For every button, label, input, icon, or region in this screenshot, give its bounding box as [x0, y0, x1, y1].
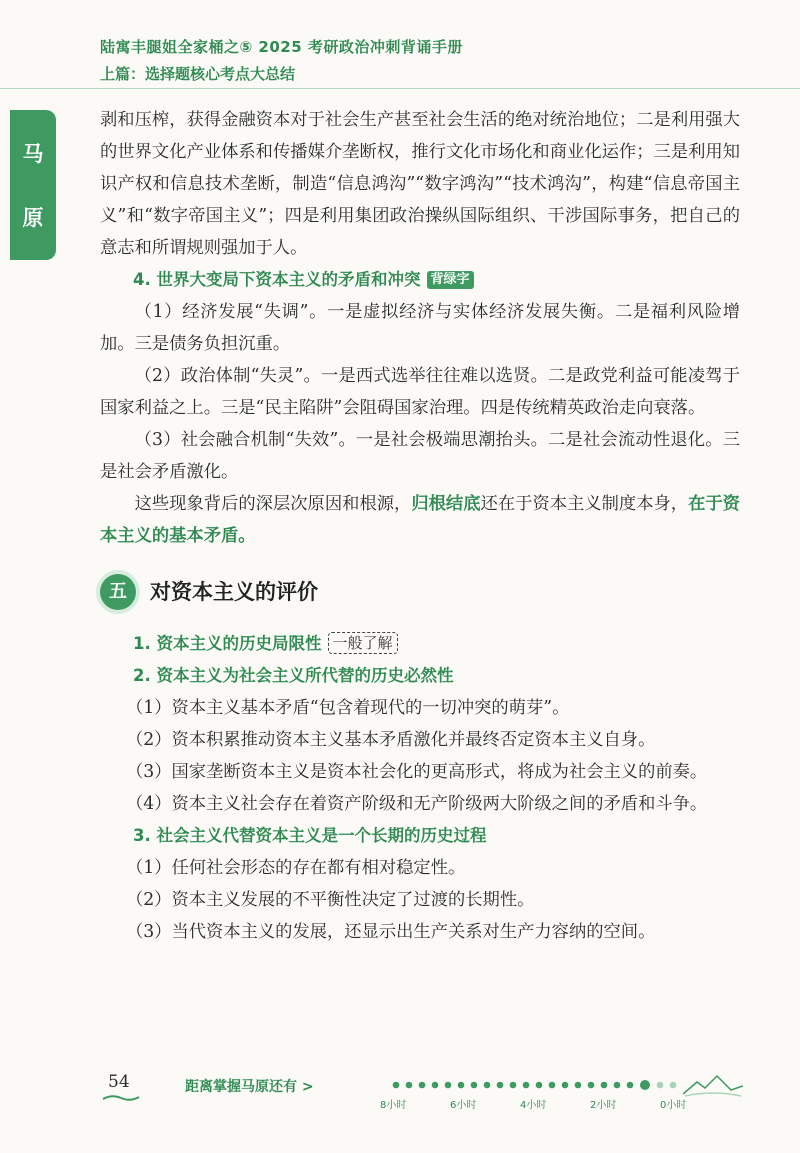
sub2-heading: 2. 资本主义为社会主义所代替的历史必然性	[133, 666, 454, 685]
sub2-item: （2）资本积累推动资本主义基本矛盾激化并最终否定资本主义自身。	[125, 730, 656, 750]
sub3-heading: 3. 社会主义代替资本主义是一个长期的历史过程	[133, 826, 487, 845]
sub2-item: （4）资本主义社会存在着资产阶级和无产阶级两大阶级之间的矛盾和斗争。	[125, 794, 708, 814]
hour-label: 4小时	[520, 1100, 547, 1111]
part-title: 上篇：选择题核心考点大总结	[100, 65, 296, 83]
heading-4	[100, 264, 740, 296]
sub2-item: （3）国家垄断资本主义是资本社会化的更高形式，将成为社会主义的前奏。	[125, 762, 708, 782]
section-number-badge: 五	[100, 574, 136, 610]
progress-label: 距离掌握马原还有 >	[185, 1079, 314, 1095]
root-cause-highlight-1: 归根结底	[411, 494, 481, 514]
side-tab-char-1: 马	[22, 142, 44, 166]
sub1-heading	[100, 628, 740, 660]
section-title: 对资本主义的评价	[150, 580, 318, 604]
hour-label: 8小时	[380, 1100, 407, 1111]
section-heading	[100, 574, 740, 610]
heading-4-text: 4. 世界大变局下资本主义的矛盾和冲突	[133, 270, 421, 289]
memorize-green-tag: 背绿字	[427, 271, 474, 289]
paragraph-continued: 剥和压榨，获得金融资本对于社会生产甚至社会生活的绝对统治地位；二是利用强大的世界文化产业体系和传播媒介垄断权，推行文化市场化和商业化运作；三是利用知识产权和信息技术垄断，制造“信息鸿沟”“数字鸿沟”“技术鸿沟”，构建“信息帝国主义”和“数字帝国主义”；四是利用集团政治操纵国际组织、干涉国际事务，把自己的意志和所谓规则强加于人。	[100, 110, 740, 258]
root-cause-part-1: 这些现象背后的深层次原因和根源，	[134, 494, 412, 514]
wave-decoration-icon	[102, 1094, 140, 1102]
running-header	[100, 36, 463, 84]
paragraph-society: （3）社会融合机制“失效”。一是社会极端思潮抬头。二是社会流动性退化。三是社会矛盾激化。	[100, 430, 740, 482]
hour-label: 2小时	[590, 1100, 617, 1111]
sub3-item: （2）资本主义发展的不平衡性决定了过渡的长期性。	[125, 890, 535, 910]
page-footer	[0, 1060, 800, 1153]
mountain-decoration-icon	[683, 1068, 743, 1098]
side-tab-char-2: 原	[22, 206, 44, 230]
paragraph-politics: （2）政治体制“失灵”。一是西式选举往往难以选贤。二是政党利益可能凌驾于国家利益之上。三是“民主陷阱”会阻碍国家治理。四是传统精英政治走向衰落。	[100, 366, 740, 418]
root-cause-highlight-2: 在于资本主义的基本矛盾。	[100, 494, 740, 546]
paragraph-economy: （1）经济发展“失调”。一是虚拟经济与实体经济发展失衡。二是福利风险增加。三是债务负担沉重。	[100, 302, 740, 354]
main-content	[100, 104, 740, 948]
page-number: 54	[108, 1072, 130, 1092]
progress-dots-icon	[392, 1080, 682, 1090]
paragraph-root-cause	[100, 488, 740, 552]
general-understanding-tag: 一般了解	[328, 632, 398, 654]
hour-label: 0小时	[660, 1100, 687, 1111]
subject-side-tab	[10, 110, 56, 260]
sub3-item: （3）当代资本主义的发展，还显示出生产关系对生产力容纳的空间。	[125, 922, 656, 942]
hour-label: 6小时	[450, 1100, 477, 1111]
header-divider	[0, 88, 800, 89]
sub3-item: （1）任何社会形态的存在都有相对稳定性。	[125, 858, 466, 878]
book-title: 陆寓丰腿姐全家桶之⑤ 2025 考研政治冲刺背诵手册	[100, 38, 463, 56]
sub1-title: 1. 资本主义的历史局限性	[133, 634, 322, 653]
root-cause-part-2: 还在于资本主义制度本身，	[480, 494, 689, 514]
sub2-item: （1）资本主义基本矛盾“包含着现代的一切冲突的萌芽”。	[125, 698, 570, 718]
